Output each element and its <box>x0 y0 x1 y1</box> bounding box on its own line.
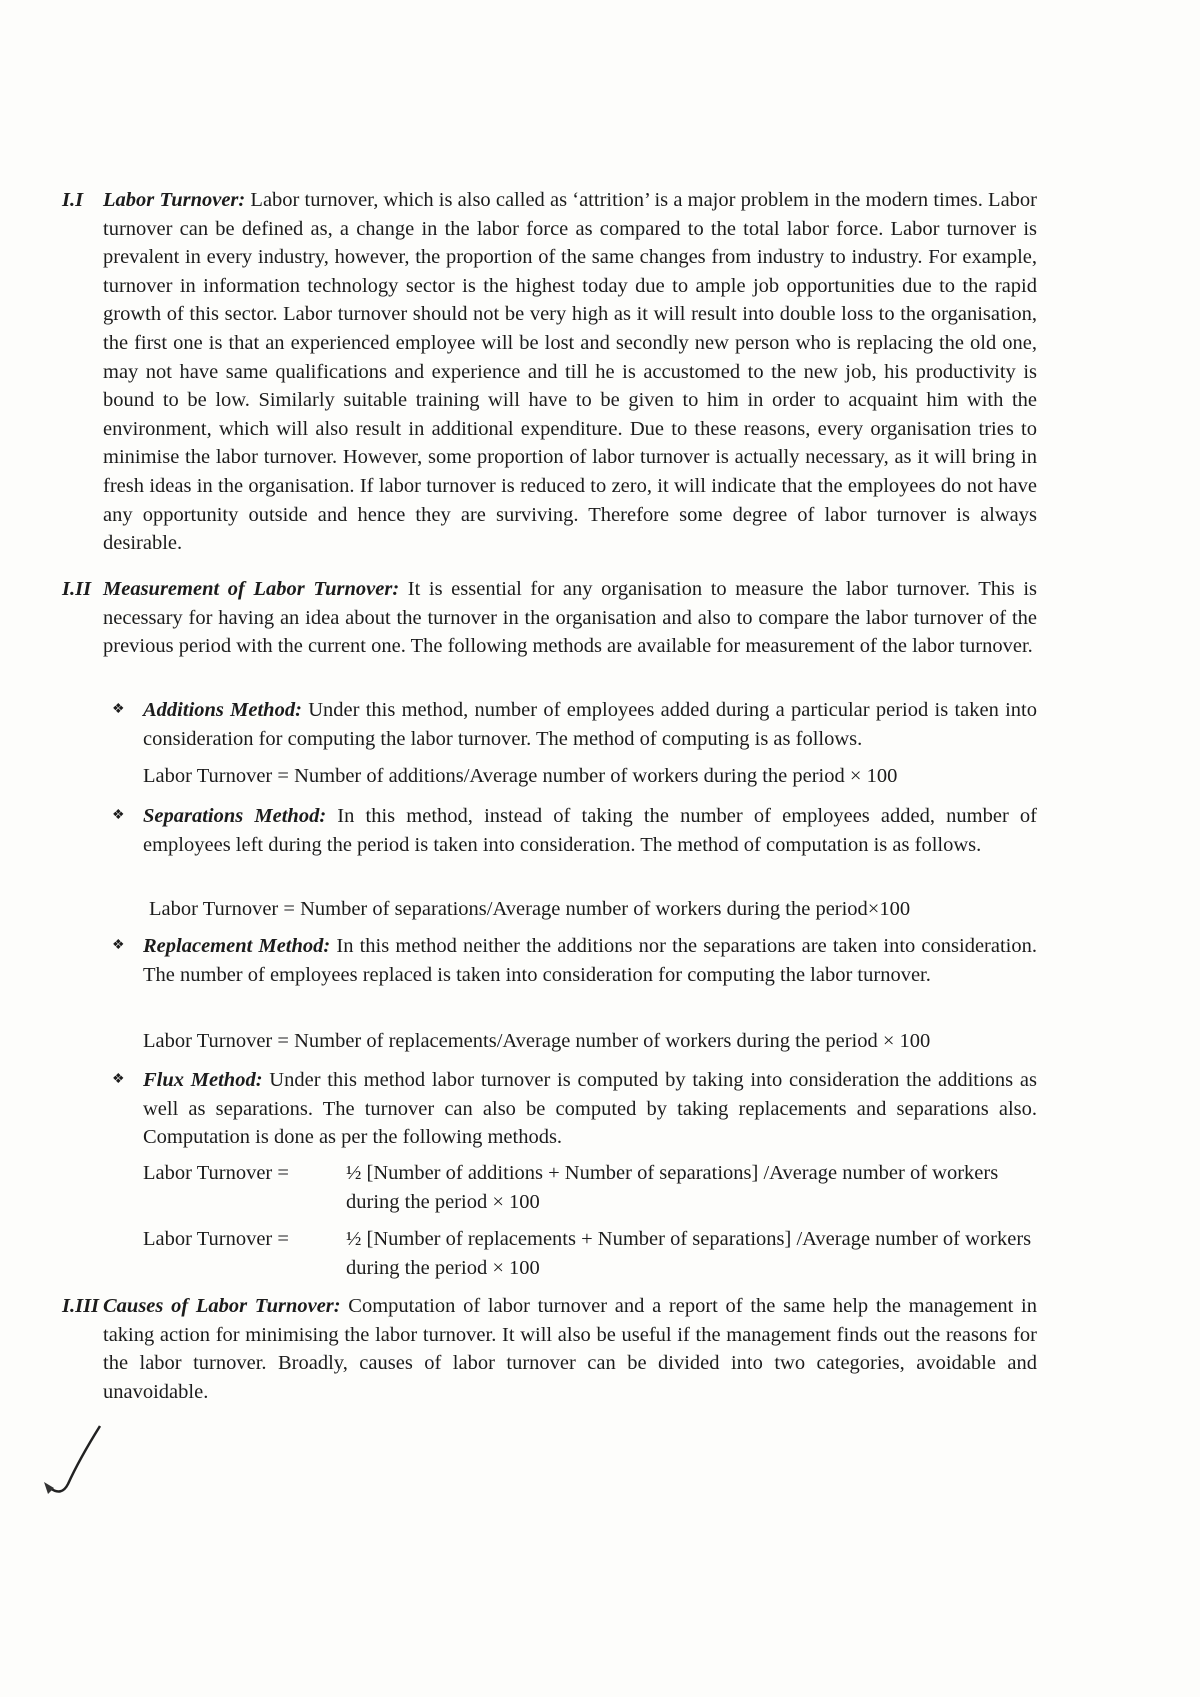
section-labor-turnover <box>62 186 1037 558</box>
formula-label: Labor Turnover = <box>143 1162 289 1184</box>
formula-separations: Labor Turnover = Number of separations/Average number of workers during the period×100 <box>149 898 911 920</box>
formula-flux-1 <box>143 1159 1038 1216</box>
bullet-icon: ❖ <box>112 702 125 717</box>
method-additions <box>62 696 1037 753</box>
section-heading: Measurement of Labor Turnover: <box>103 578 400 600</box>
section-heading: Labor Turnover: <box>103 189 246 211</box>
section-number: I.III <box>62 1295 100 1317</box>
section-number: I.II <box>62 578 92 600</box>
method-text: Under this method, number of employees added during a particular period is taken into consideration for computing the labor turnover. The method of computing is as follows. <box>143 699 1038 750</box>
method-replacement <box>62 932 1037 989</box>
section-text: Computation of labor turnover and a report of the same help the management in taking action for minimising the labor turnover. It will also be useful if the management finds out the reasons for the labor turnover. Broadly, causes of labor turnover can be divided into two categories, avoidable and unavoidable. <box>103 1295 1038 1403</box>
section-text: It is essential for any organisation to measure the labor turnover. This is necessary for having an idea about the turnover in the organisation and also to compare the labor turnover of the previous period with the current one. The following methods are available for measurement of the labor turnover. <box>103 578 1037 658</box>
formula-label: Labor Turnover = <box>143 1228 289 1250</box>
method-text: In this method, instead of taking the number of employees added, number of employees left during the period is taken into consideration. The method of computation is as follows. <box>143 805 1038 856</box>
method-heading: Flux Method: <box>143 1069 263 1091</box>
handwritten-check-icon <box>38 1422 108 1502</box>
section-text: Labor turnover, which is also called as ‘attrition’ is a major problem in the modern times. Labor turnover can be defined as, a change in the labor force as compared to the total labor force. Labor turnover is prevalent in every industry, however, the proportion of the same changes from industry to industry. For example, turnover in information technology sector is the highest today due to ample job opportunities due to the rapid growth of this sector. Labor turnover should not be very high as it will result into double loss to the organisation, the first one is that an experienced employee will be lost and secondly new person who is replacing the old one, may not have same qualifications and experience and till he is accustomed to the new job, his productivity is bound to be low. Similarly suitable training will have to be given to him in order to acquaint him with the environment, which will also result in additional expenditure. Due to these reasons, every organisation tries to minimise the labor turnover. However, some proportion of labor turnover is actually necessary, as it will bring in fresh ideas in the organisation. If labor turnover is reduced to zero, it will indicate that the employees do not have any opportunity outside and hence they are surviving. Therefore some degree of labor turnover is always desirable. <box>103 189 1037 555</box>
method-text: In this method neither the additions nor the separations are taken into consideration. The number of employees replaced is taken into consideration for computing the labor turnover. <box>143 935 1037 986</box>
formula-replacement: Labor Turnover = Number of replacements/Average number of workers during the period × 100 <box>143 1030 931 1052</box>
method-flux <box>62 1066 1037 1152</box>
section-heading: Causes of Labor Turnover: <box>103 1295 341 1317</box>
section-measurement <box>62 575 1037 661</box>
method-heading: Separations Method: <box>143 805 327 827</box>
formula-body: ½ [Number of replacements + Number of separations] /Average number of workers during the period × 100 <box>346 1228 1032 1279</box>
bullet-icon: ❖ <box>112 1072 125 1087</box>
section-number: I.I <box>62 189 84 211</box>
bullet-icon: ❖ <box>112 808 125 823</box>
formula-additions: Labor Turnover = Number of additions/Average number of workers during the period × 100 <box>143 765 898 787</box>
method-heading: Replacement Method: <box>143 935 331 957</box>
section-causes <box>62 1292 1037 1406</box>
bullet-icon: ❖ <box>112 938 125 953</box>
formula-body: ½ [Number of additions + Number of separations] /Average number of workers during the period × 100 <box>346 1162 999 1213</box>
method-text: Under this method labor turnover is computed by taking into consideration the additions as well as separations. The turnover can also be computed by taking replacements and separations also. Computation is done as per the following methods. <box>143 1069 1037 1149</box>
method-separations <box>62 802 1037 859</box>
method-heading: Additions Method: <box>143 699 302 721</box>
formula-flux-2 <box>143 1225 1038 1282</box>
